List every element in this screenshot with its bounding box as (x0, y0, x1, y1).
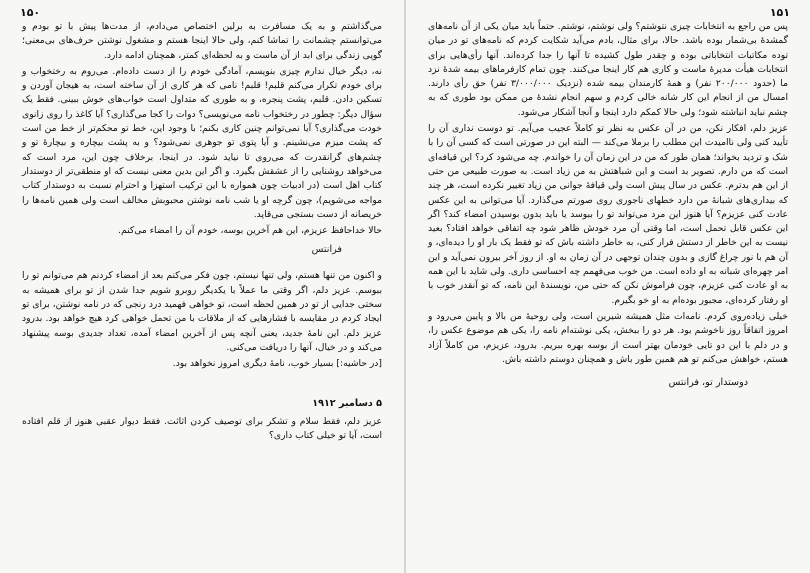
paragraph: پس من راجع به انتخابات چیزی نتوشتم؟ ولی نوشتم، نوشتم. حتماً باید میان یکی از آن نامه‌های گمشده‌ٔ بی‌شمار بوده باشد. حالا، برای مثال، بادم می‌آید شکایت کردم که نامه‌های تو در میان توده مکاتبات انتخاباتی بوده و چقدر طول کشیده تا آنها را جدا کرده‌اند. آنها رأی‌هایی برای انتخابات هیأت مدیرهٔ ماست و کاری هم کار اینجا می‌کنند. چون تمام کارفرماهای بیمه شدهٔ نزد ما (حدود ۲۰۰/۰۰۰ نفر) و همهٔ کارمندان بیمه شده (نزدیک ۳/۰۰۰/۰۰۰ نفر) حق رأی دارند. امسال من از انجام این کار شانه خالی کردم و سهم انجام نشدهٔ من ممکن بود طوری که به چشم نباید انباشته شود؛ ولی حالا کمکم دارد اینجا و آنجا آشکار می‌شود. (428, 21, 788, 118)
paragraph: [در حاشیه:] بسیار خوب، نامهٔ دیگری امروز نخواهد بود. (172, 358, 382, 370)
right-page (406, 0, 810, 573)
paragraph: عزیز دلم، افکار نکن، من در آن عکس به نظر تو کاملاً عجیب می‌آیم. تو دوست نداری آن را تأیید کنی ولی ناامیدت این مطلب را برملا می‌کند — البته این در صورتی است که کسی آن را با شک و تردید بخواند؛ همان طور که من در این زمان آن را خواندم. چه می‌شود کرد؟ این قیافه‌ای است که من دارم. تصویر بد است و این شباهتش به من زیاد است. به صورت طبیعی من حتی از این هم بدترم. عکس در سال پیش است ولی قیافهٔ جوانی من زیاد تغییر نکرده است، هر چند که بیداری‌های شبانهٔ من دارد خطهای ناجوری روی صورتم می‌گذارد. آیا می‌توانی به این عکس عادت کنی عزیزم؟ آیا هنوز این مرد می‌تواند تو را ببوسد یا باید بدون بوسیدن امضاء کند؟ اگر این عکس قابل تحمل است، اما وقتی آن مرد خودش ظاهر شود چه اتفاقی خواهد افتاد؟ بعید نیست به این خاطر از دستش فرار کنی، به خاطر داشته باش که تو فقط یک بار او را دیده‌ای، و آن هم با نور چراغ گازی و بدون چندان توجهی در آن زمان به او. از روز آخر بیرون نمی‌آید و این امر چهره‌ای شبانه به او داده است. من خوب می‌فهمم چه احساسی داری. ولی شاید با این همه به او عادت کنی عزیزم، چون فراموش نکن که حتی من، نویسندهٔ این نامه، که تو آنقدر خوب با او رفتار کرده‌ای، مجبور بوده‌ام به او خو بگیرم. (427, 123, 788, 306)
closing-signature: دوستدار تو، فرانتس (668, 377, 748, 389)
paragraph: نه، دیگر خیال ندارم چیزی بنویسم، آمادگی خودم را از دست داده‌ام. می‌روم به رختخواب و برای خودم تکرار می‌کنم قلبم! قلبم! نامی که هر کاری از آن ساخته است، به هیجان آوردن و تسکین دادن. قلبم، پشت پنجره، و به طوری که متداول است خواب‌های خوش ببینی. فقط یک سؤال دیگر: چطور در رختخواب نامه می‌نویسی؟ دوات را کجا می‌گذاری؟ آیا کاغذ را روی زانوی خودت می‌گذاری؟ آیا نمی‌توانم چنین کاری بکنم؛ با وجود این، خط تو محکم‌تر از خط من است که پشت میزم می‌نشینم. و آیا پتوی تو جوهری نمی‌شود؟ و به پشت بیچاره و بیچارهٔ تو و چشم‌های گرانقدرت که می‌روی تا نیاید شود. در اینجا، برخلاف چون این، مرد است که می‌خواهد روشنایی را از عشقش بگیرد. و اگر این بدین معنی نیست که او منطقی‌تر از دوستدار کتاب اهل است (در ادبیات چون همواره با این ترکیب استهزا و احترام نسبت به دوستدار کتاب مواجه می‌شویم)، چون گرچه او یا شب نامه نوشتن محبوبش مخالف است ولی همین نامه‌ها را خریصانه از دست بستجی می‌قاپد. (22, 65, 382, 220)
text-block (428, 20, 788, 573)
page-number: ۱۵۰ (20, 6, 41, 19)
page-number: ۱۵۱ (769, 6, 790, 19)
paragraph: عزیز دلم، فقط سلام و تشکر برای توصیف کردن اثاثت. فقط دیوار عقبی هنوز از قلم افتاده است، آیا تو خیلی کتاب داری؟ (22, 415, 382, 441)
paragraph: می‌گذاشتم و به یک مسافرت به برلین اختصاص می‌دادم، از مدت‌ها پیش با تو بودم و می‌توانستم چشمانت را تماشا کنم، ولی حالا اینجا هستم و مشغول نوشتن حرف‌های بی‌معنی؛ گویی زندگی برای ابد از آن ماست و به لحظه‌ای کمتر، همچنان ادامه دارد. (22, 21, 382, 61)
text-block (22, 20, 382, 573)
paragraph: خیلی زیاده‌روی کردم. نامه‌ات مثل همیشه شیرین است، ولی روحیهٔ من بالا و پایین می‌رود و امروز اتفاقاً روز ناخوشم بود. هر دو را ببخش، یکی نوشته‌ام نامه را، یکی هم موضوع عکس را، و در دلم با این دو تایی خودمان بهتر است از بوسه بهره ببریم. بدرود، عزیزم، من کاملاً آزاد هستم، خواهش می‌کنم تو هم همین طور باش و همچنان دوستم داشته باش. (428, 310, 788, 365)
signature: فرانتس (311, 244, 342, 256)
paragraph: و اکنون من تنها هستم، ولی تنها نیستم، چون فکر می‌کنم بعد از امضاء کردنم هم می‌توانم تو را ببوسم. عزیز دلم، اگر وقتی ما عملاً با یکدیگر روبرو شویم جدا شدن از تو برای همیشه به سختی جدایی از تو در همین لحظه است، تو خواهی فهمید درد رنجی که در نامه نوشتن، برای تو ایجاد کردم در مقایسه با فشارهایی که از ملاقات با من تحمل خواهی کرد هیچ خواهد بود. بدرود عزیز دلم. این نامهٔ جدید، یعنی آنچه پس از آخرین امضاء آمده، تعداد جدیدی بوسه پیشنهاد می‌کند و در خیال، آنها را دریافت می‌کنی. (22, 270, 382, 353)
left-page (0, 0, 404, 573)
paragraph: حالا خداحافظ عزیزم، این هم آخرین بوسه، خودم آن را امضاء می‌کنم. (118, 225, 382, 237)
letter-date: ۵ دسامبر ۱۹۱۲ (312, 397, 382, 409)
